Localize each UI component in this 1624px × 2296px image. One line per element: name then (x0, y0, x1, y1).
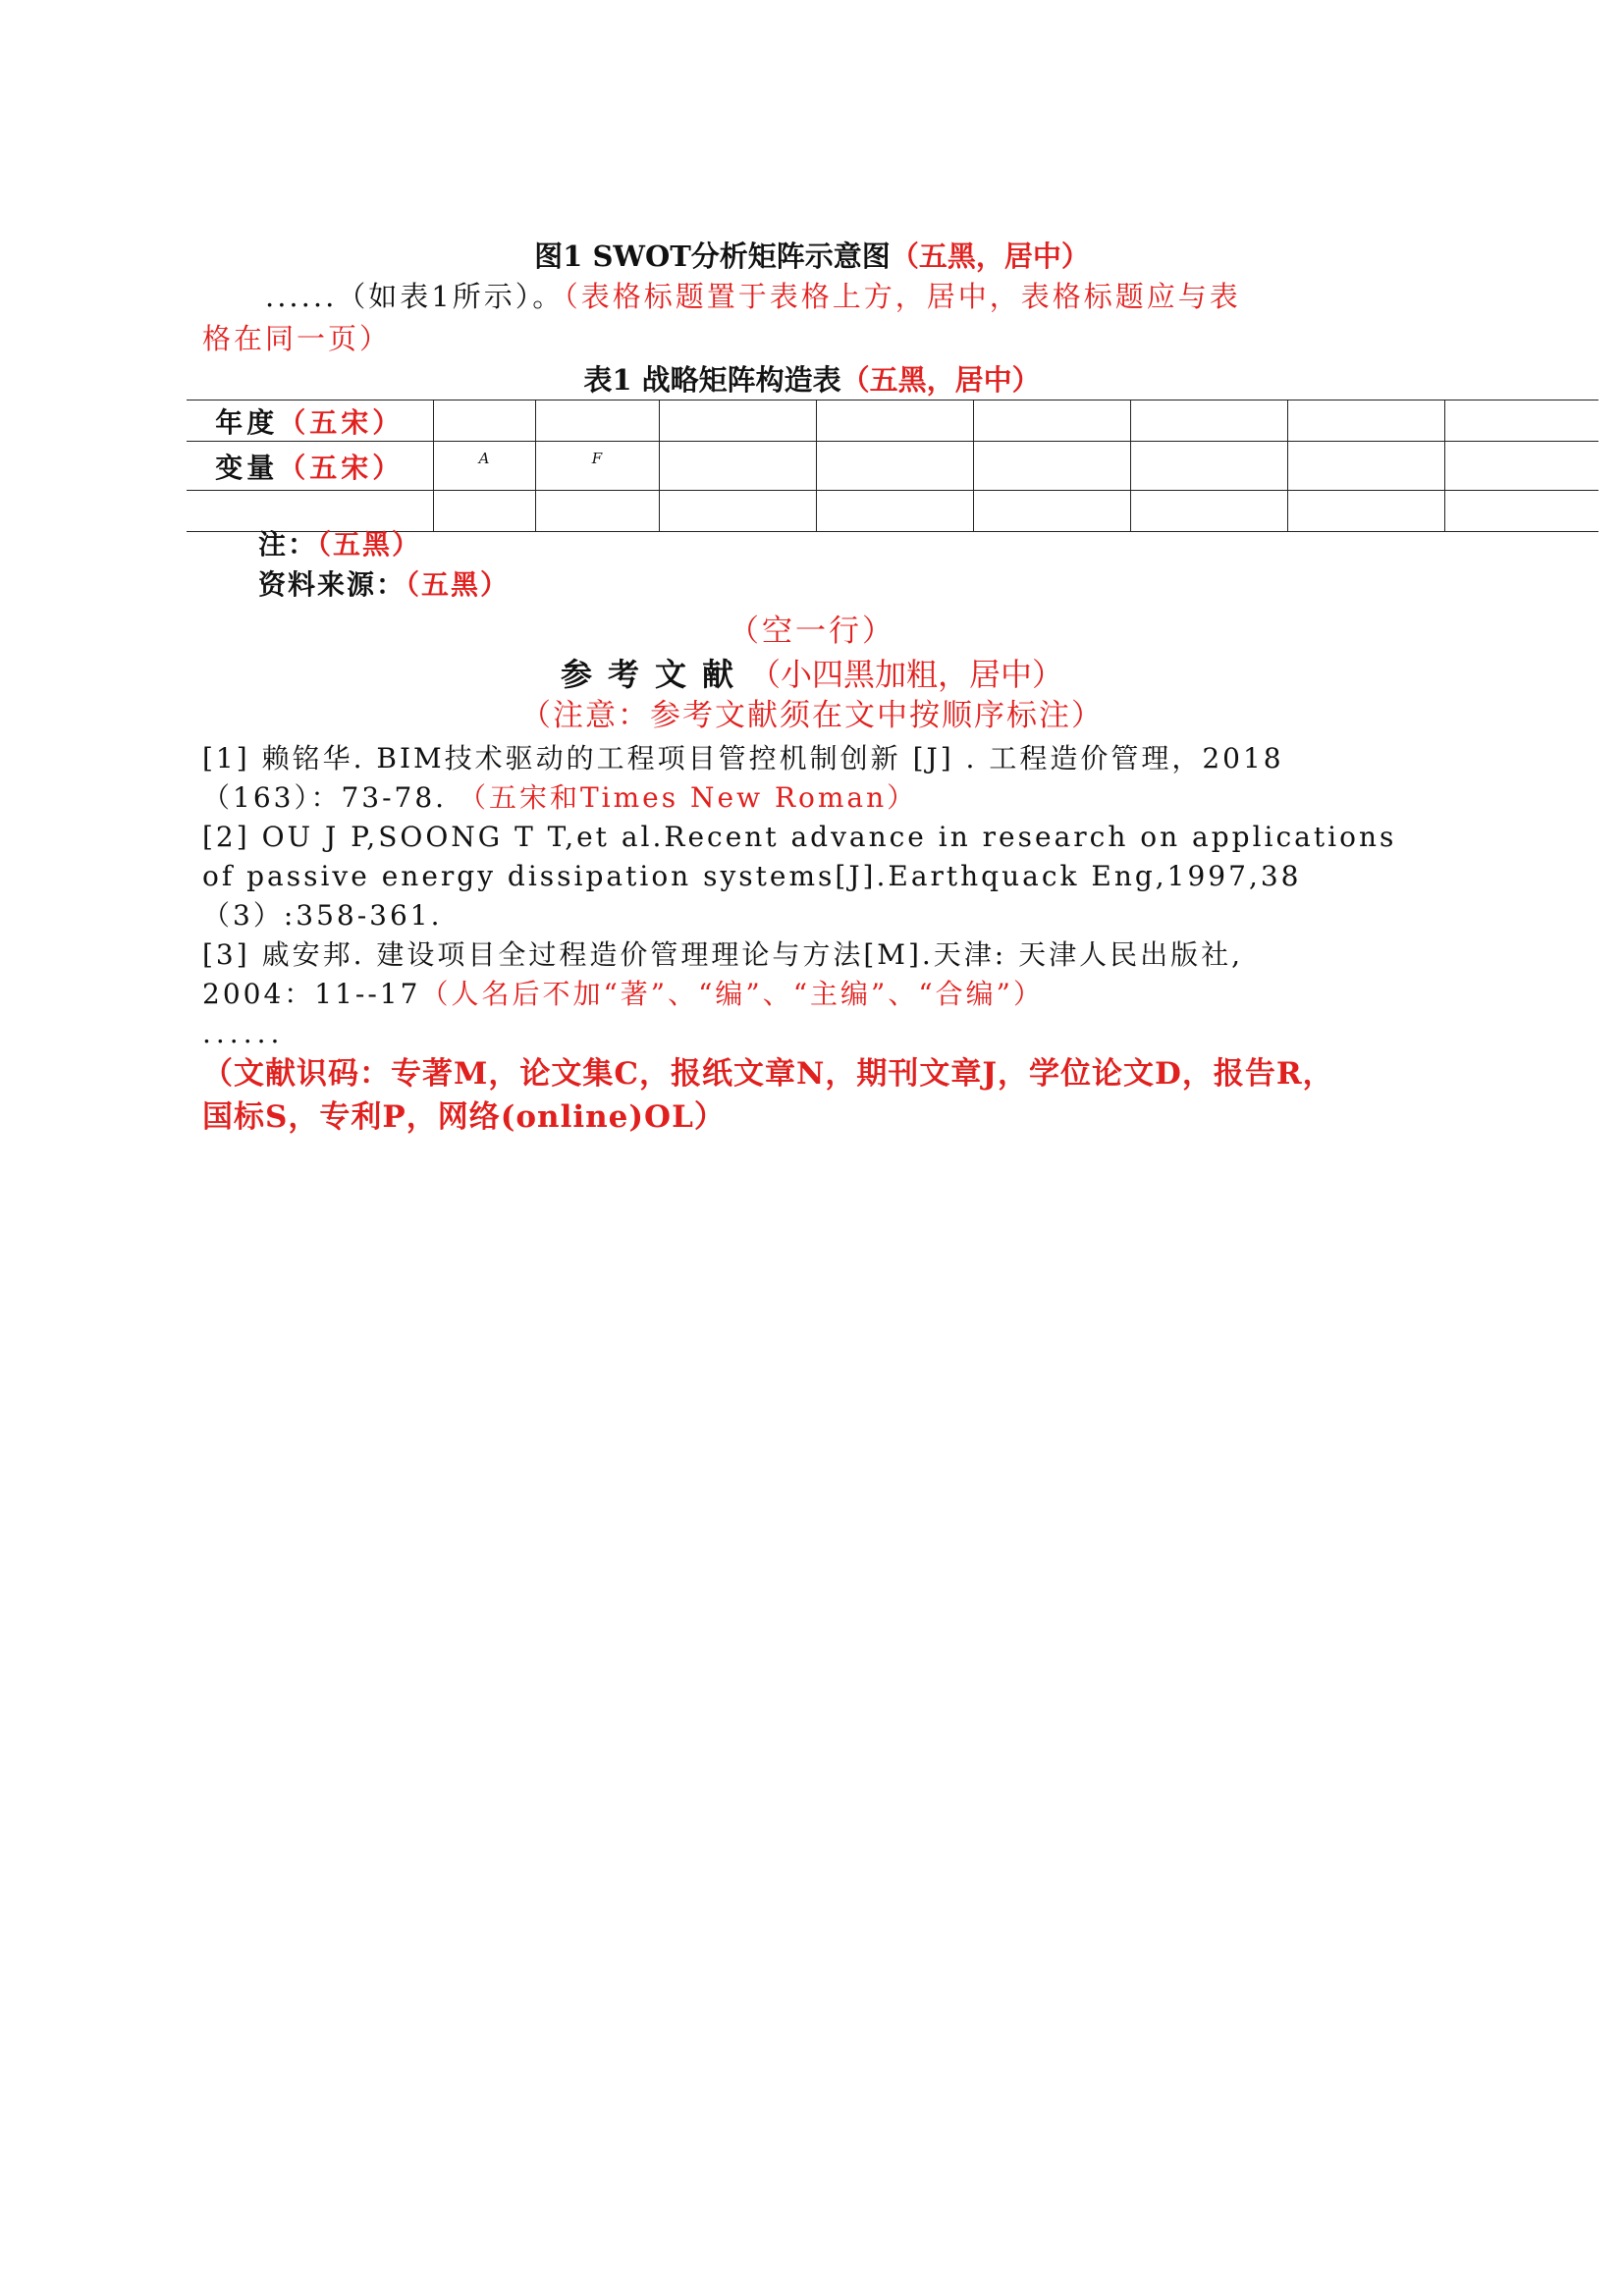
table-cell (659, 400, 816, 442)
table-caption (0, 363, 1624, 397)
table-cell (535, 491, 659, 532)
reference-3-format-note: （人名后不加“著”、“编”、“主编”、“合编”） (420, 978, 1044, 1010)
row-header-variable-note: （五宋） (278, 451, 405, 484)
body-format-note-continued: 格在同一页） (202, 322, 392, 355)
table-cell-variable-a: A (433, 442, 535, 491)
table-cell (1130, 442, 1287, 491)
table-cell (187, 491, 433, 532)
table-note (258, 528, 422, 561)
reference-1-pages: （163）：73-78. (202, 781, 448, 814)
table-row-year (187, 400, 1598, 442)
figure-caption-label: 图1 SWOT分析矩阵示意图 (534, 240, 891, 273)
reference-1-format-note: （五宋和Times New Roman） (447, 781, 918, 814)
table-cell-variable-f: F (535, 442, 659, 491)
table-note-format-hint: （五黑） (317, 528, 422, 561)
references-ellipsis: ...... (202, 1017, 285, 1049)
table-cell (1287, 491, 1444, 532)
document-code-legend-line-2: 国标S，专利P，网络(online)OL） (202, 1099, 726, 1135)
reference-2-line-3: （3）:358-361. (202, 899, 443, 932)
body-paragraph-line-1 (265, 280, 1241, 313)
table-row-empty (187, 491, 1598, 532)
references-heading-format-note: （小四黑加粗，居中） (749, 656, 1064, 693)
figure-caption-format-note: （五黑，居中） (890, 240, 1090, 273)
table-caption-label: 表1 战略矩阵构造表 (583, 363, 841, 397)
table-cell (816, 400, 973, 442)
references-heading (0, 656, 1624, 693)
table-cell (433, 400, 535, 442)
blank-line-note: （空一行） (729, 614, 895, 649)
table-cell (659, 491, 816, 532)
table-note-label: 注： (258, 528, 318, 561)
table-cell (973, 491, 1130, 532)
reference-1-line-2 (202, 781, 918, 814)
row-header-year-label: 年度 (215, 405, 279, 439)
row-header-year-note: （五宋） (278, 405, 405, 439)
reference-3-line-1: [3] 戚安邦. 建设项目全过程造价管理理论与方法[M].天津: 天津人民出版社, (202, 938, 1244, 971)
table-cell (1444, 400, 1598, 442)
reference-2-line-2: of passive energy dissipation systems[J].Earthquack Eng,1997,38 (202, 860, 1302, 892)
reference-3-pages: 2004：11--17 (202, 978, 421, 1010)
row-header-variable-label: 变量 (215, 451, 279, 484)
table-caption-format-note: （五黑，居中） (840, 363, 1041, 397)
table-cell (1287, 400, 1444, 442)
reference-2-line-1: [2] OU J P,SOONG T T,et al.Recent advance in research on applications (202, 821, 1397, 853)
table-cell (1130, 400, 1287, 442)
body-text: ......（如表1所示）。 (265, 280, 565, 313)
strategy-matrix-table (187, 400, 1598, 532)
table-cell (433, 491, 535, 532)
reference-1-line-1: [1] 赖铭华. BIM技术驱动的工程项目管控机制创新 [J] . 工程造价管理，2018 (202, 742, 1284, 774)
table-cell (973, 442, 1130, 491)
table-cell (1444, 491, 1598, 532)
table-cell (973, 400, 1130, 442)
reference-3-line-2 (202, 978, 1044, 1010)
table-source (258, 568, 511, 601)
row-header-year (187, 400, 433, 442)
references-title: 参考文献 (560, 656, 749, 693)
table-cell (659, 442, 816, 491)
figure-caption (0, 242, 1624, 271)
body-paragraph-line-2 (202, 322, 392, 355)
table-cell (535, 400, 659, 442)
row-header-variable (187, 442, 433, 491)
document-code-legend-line-1: （文献识码：专著M，论文集C，报纸文章N，期刊文章J，学位论文D，报告R， (202, 1056, 1334, 1092)
table-row-variable (187, 442, 1598, 491)
table-cell (1130, 491, 1287, 532)
table-cell (816, 491, 973, 532)
table-cell (1444, 442, 1598, 491)
table-cell (816, 442, 973, 491)
table-cell (1287, 442, 1444, 491)
table-source-label: 资料来源： (258, 568, 406, 601)
body-format-note: （表格标题置于表格上方，居中，表格标题应与表 (564, 280, 1241, 313)
table-source-format-hint: （五黑） (406, 568, 511, 601)
references-instruction: （注意：参考文献须在文中按顺序标注） (520, 698, 1104, 733)
